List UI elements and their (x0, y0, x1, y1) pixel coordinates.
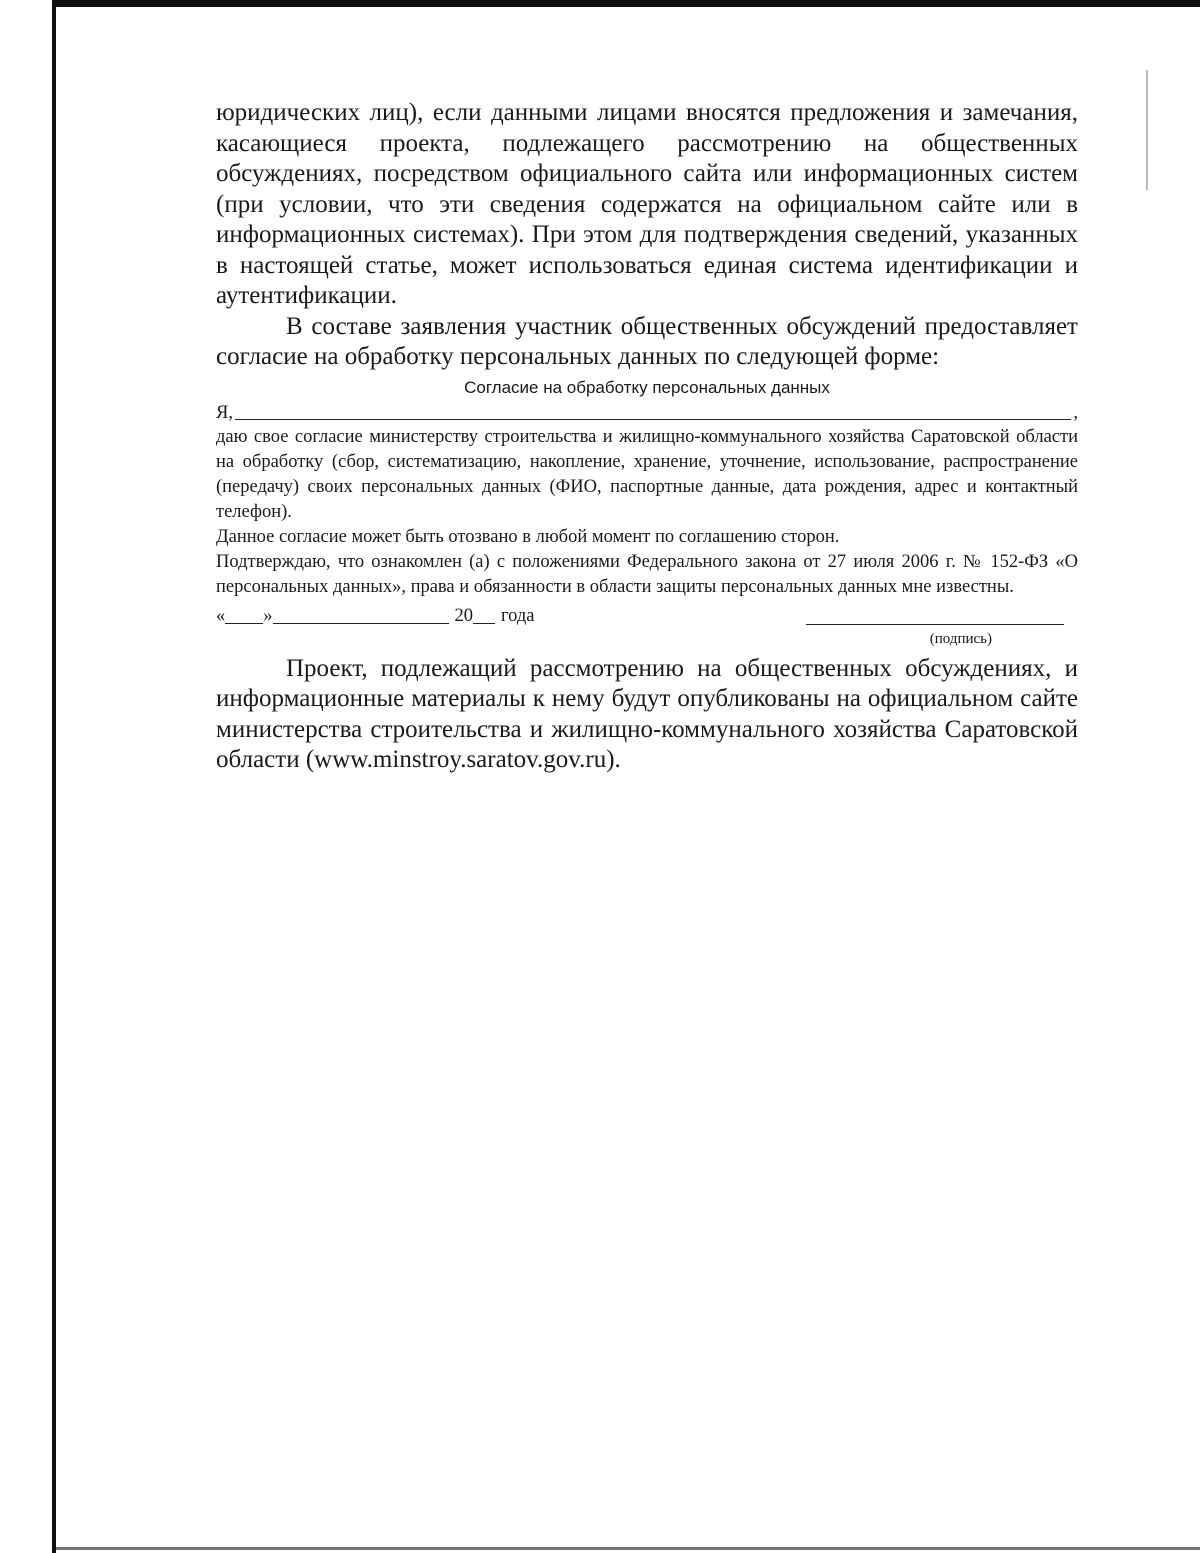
date-open-quote: « (216, 605, 226, 626)
paragraph-consent-intro: В составе заявления участник общественных обсуждений предоставляет согласие на обработку персональных данных по следующей форме: (216, 312, 1078, 370)
document-body (216, 98, 1078, 776)
name-line (216, 401, 1078, 425)
year-suffix: года (501, 605, 535, 626)
signature-blank[interactable] (806, 624, 1064, 625)
year-prefix: 20 (454, 605, 473, 626)
ya-suffix: , (1073, 402, 1078, 423)
scan-border-top (52, 0, 1200, 7)
signature-label: (подпись) (929, 630, 992, 647)
consent-title: Согласие на обработку персональных данных (464, 377, 830, 397)
paragraph-publication: Проект, подлежащий рассмотрению на общественных обсуждениях, и информационные материалы к нему будут опубликованы на официальном сайте министерства строительства и жилищно-коммунального хозяйства Саратовской области (www.minstroy.saratov.gov.ru). (216, 654, 1078, 773)
year-blank[interactable] (473, 605, 495, 624)
date-close-quote: » (263, 605, 273, 626)
name-blank[interactable] (235, 418, 1071, 420)
consent-form (216, 377, 1078, 648)
consent-revocation: Данное согласие может быть отозвано в любой момент по соглашению сторон. (216, 526, 840, 547)
day-blank[interactable] (225, 605, 263, 624)
date-row (216, 602, 1078, 628)
month-blank[interactable] (273, 605, 449, 624)
scan-mark-right (1146, 70, 1148, 190)
paragraph-identification: юридических лиц), если данными лицами вносятся предложения и замечания, касающиеся проекта, подлежащего рассмотрению на общественных обсуждениях, посредством официального сайта или информационных систем (при условии, что эти сведения содержатся на официальном сайте или в информационных системах). При этом для подтверждения сведений, указанных в настоящей статье, может использоваться единая система идентификации и аутентификации. (216, 99, 1078, 309)
ya-prefix: Я, (216, 402, 233, 423)
scan-border-bottom (56, 1547, 1200, 1550)
consent-body: даю свое согласие министерству строительства и жилищно-коммунального хозяйства Саратовской области на обработку (сбор, систематизацию, накопление, хранение, уточнение, использование, распространение (передачу) своих персональных данных (ФИО, паспортные данные, дата рождения, адрес и контактный телефон). (216, 426, 1078, 522)
consent-confirmation: Подтверждаю, что ознакомлен (а) с положениями Федерального закона от 27 июля 2006 г. № 152-ФЗ «О персональных данных», права и обязанности в области защиты персональных данных мне известны. (216, 551, 1078, 597)
scan-border-left (52, 0, 56, 1553)
